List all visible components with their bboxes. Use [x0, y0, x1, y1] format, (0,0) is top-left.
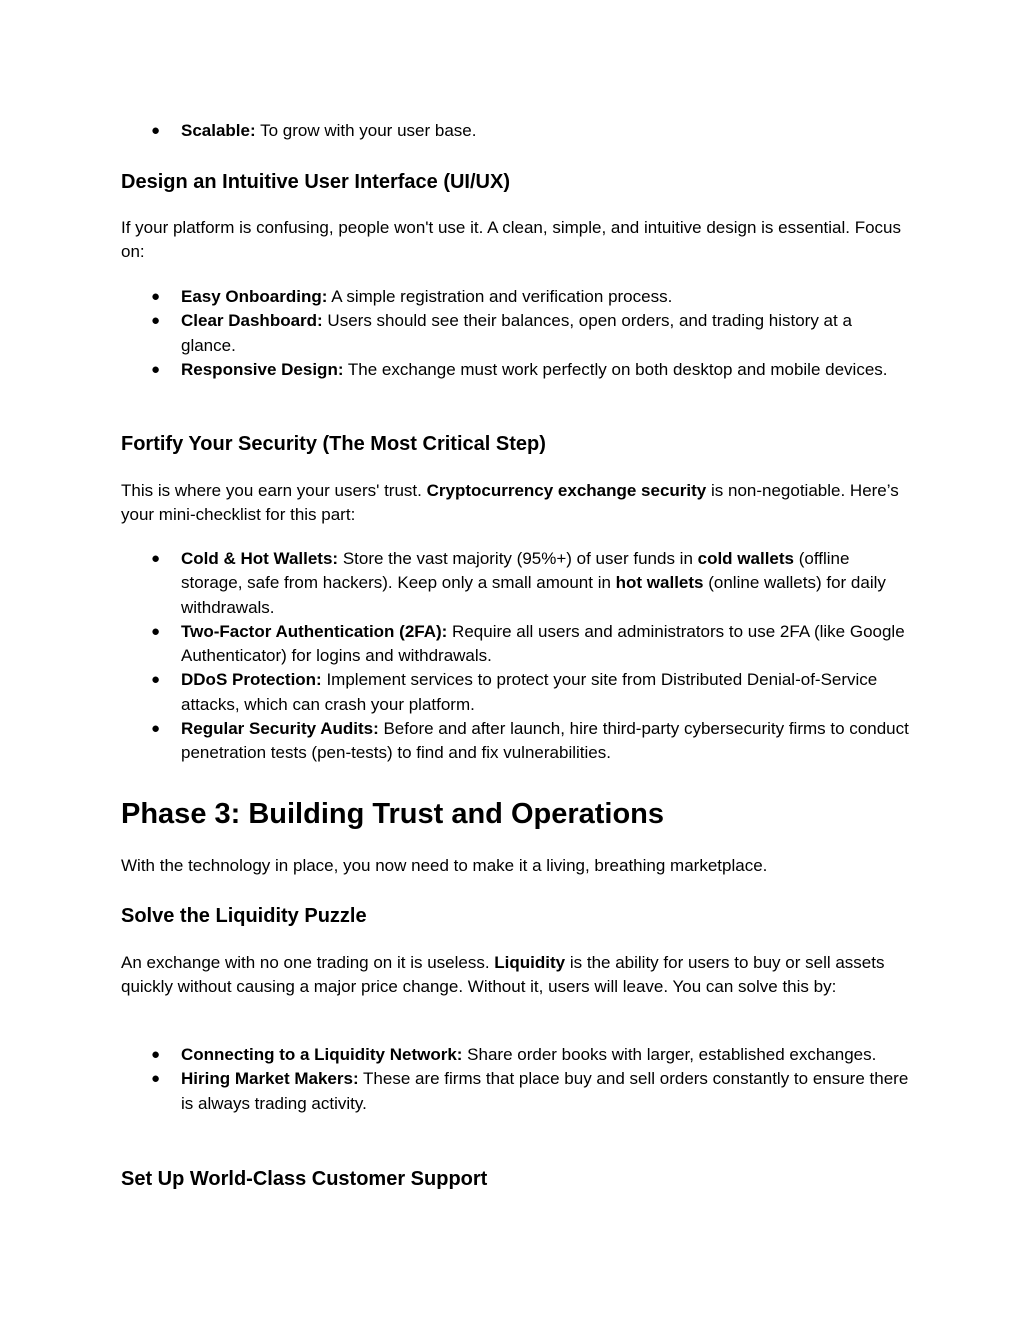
list-item-label: DDoS Protection: — [181, 670, 322, 690]
security-intro-bold: Cryptocurrency exchange security — [426, 481, 707, 500]
list-item-label: Scalable: — [181, 121, 256, 140]
list-item-text: (online wallets) for daily withdrawals. — [181, 573, 886, 617]
list-item — [121, 668, 911, 717]
list-item-label: Regular Security Audits: — [181, 719, 379, 739]
section-heading-support: Set Up World-Class Customer Support — [121, 1168, 488, 1190]
list-item-label: Cold & Hot Wallets: — [181, 549, 339, 568]
list-item — [121, 285, 911, 309]
ui-intro-paragraph: If your platform is confusing, people won't use it. A clean, simple, and intuitive design is essential. Focus on: — [121, 218, 901, 262]
bullet-icon: ● — [151, 550, 161, 567]
security-list — [121, 547, 911, 766]
bullet-icon: ● — [151, 312, 161, 330]
section-heading-security: Fortify Your Security (The Most Critical Step) — [121, 433, 546, 455]
list-item-text: To grow with your user base. — [255, 121, 477, 140]
list-item-label: Hiring Market Makers: — [181, 1069, 359, 1089]
list-item — [121, 309, 911, 358]
security-intro-paragraph — [121, 479, 911, 528]
bullet-icon: ● — [151, 1046, 161, 1063]
liquidity-list — [121, 1043, 911, 1116]
security-intro-text-end: is non-negotiable. Here’s your mini-checklist for this part: — [121, 481, 899, 525]
list-item-text: Require all users and administrators to use 2FA (like Google Authenticator) for logins and withdrawals. — [181, 621, 905, 666]
list-item-text: Before and after launch, hire third-party cybersecurity firms to conduct penetration tests (pen-tests) to find and fix vulnerabilities. — [181, 719, 909, 763]
list-item-label: Easy Onboarding: — [181, 287, 328, 306]
section-heading-liquidity: Solve the Liquidity Puzzle — [121, 905, 367, 927]
list-item-text: The exchange must work perfectly on both desktop and mobile devices. — [343, 359, 888, 379]
list-item-text: (offline storage, safe from hackers). Keep only a small amount in — [181, 549, 850, 593]
bullet-icon: ● — [151, 360, 161, 378]
ui-list — [121, 285, 911, 382]
liquidity-intro-text-end: is the ability for users to buy or sell assets quickly without causing a major price change. Without it, users will leave. You can solve this by: — [121, 953, 885, 997]
phase-3-heading: Phase 3: Building Trust and Operations — [121, 798, 665, 830]
bullet-icon: ● — [151, 288, 161, 305]
list-item-label: Connecting to a Liquidity Network: — [181, 1045, 463, 1064]
list-item — [121, 620, 911, 669]
list-item — [121, 1067, 911, 1116]
list-item — [121, 358, 911, 382]
list-item — [121, 547, 911, 620]
list-item-text: Users should see their balances, open orders, and trading history at a glance. — [181, 311, 852, 355]
list-item-text: Implement services to protect your site from Distributed Denial-of-Service attacks, which can crash your platform. — [181, 670, 878, 714]
liquidity-intro-paragraph — [121, 951, 911, 1000]
list-item-label: Responsive Design: — [181, 359, 344, 379]
bullet-icon: ● — [151, 720, 161, 738]
list-item-text: These are firms that place buy and sell orders constantly to ensure there is always trading activity. — [181, 1069, 909, 1113]
list-item — [121, 717, 911, 766]
bullet-icon: ● — [151, 122, 161, 139]
liquidity-intro-bold: Liquidity — [494, 953, 566, 972]
top-list — [121, 119, 911, 143]
list-item-text: A simple registration and verification process. — [327, 287, 673, 306]
liquidity-intro-text: An exchange with no one trading on it is useless. — [121, 953, 495, 972]
list-item — [121, 119, 911, 143]
list-item-bold: hot wallets — [615, 573, 704, 593]
bullet-icon: ● — [151, 671, 161, 689]
list-item — [121, 1043, 911, 1067]
list-item-text: Store the vast majority (95%+) of user funds in — [338, 549, 698, 568]
section-heading-ui: Design an Intuitive User Interface (UI/UX) — [121, 171, 510, 193]
phase-3-intro-paragraph: With the technology in place, you now need to make it a living, breathing marketplace. — [121, 856, 768, 875]
bullet-icon: ● — [151, 1070, 161, 1088]
list-item-label: Clear Dashboard: — [181, 311, 323, 331]
list-item-bold: cold wallets — [697, 549, 794, 568]
list-item-label: Two-Factor Authentication (2FA): — [181, 621, 448, 641]
security-intro-text: This is where you earn your users' trust. — [121, 481, 427, 500]
bullet-icon: ● — [151, 622, 161, 640]
list-item-text: Share order books with larger, established exchanges. — [462, 1045, 877, 1064]
